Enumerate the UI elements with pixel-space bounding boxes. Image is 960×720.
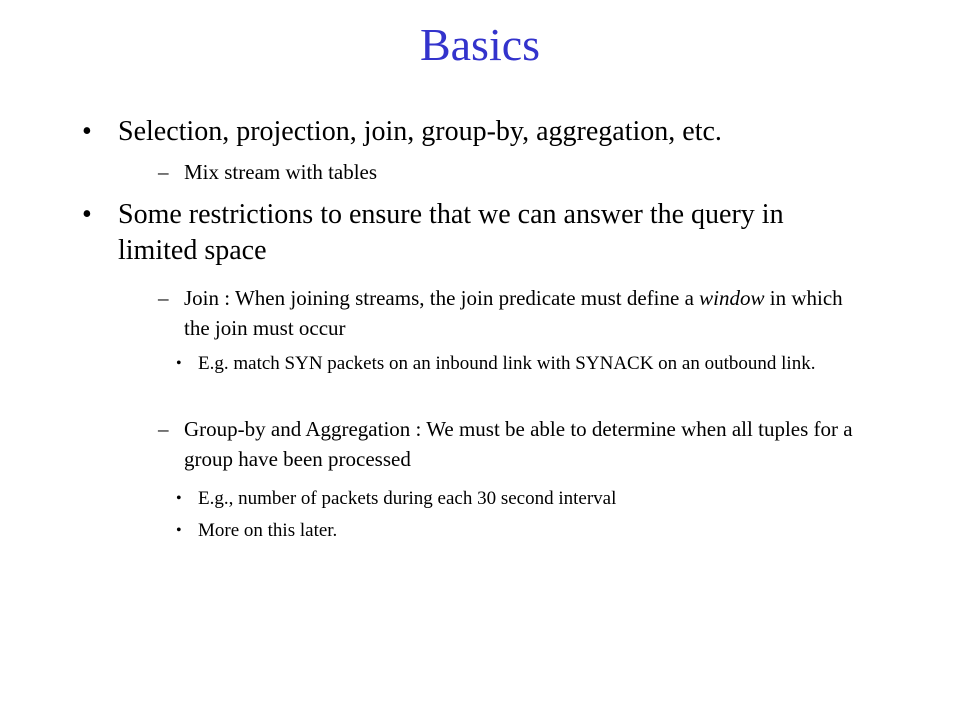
slide-title: Basics bbox=[419, 19, 541, 70]
sub-bullet-text: Group-by and Aggregation : We must be able to determine when all tuples for a group have been processed bbox=[184, 417, 853, 471]
bullet-restrictions bbox=[82, 197, 862, 269]
small-bullet-icon: • bbox=[176, 490, 182, 507]
sub-bullet-mix-stream bbox=[158, 157, 858, 187]
join-text-pre: Join : When joining streams, the join predicate must define a bbox=[184, 286, 700, 310]
sub-sub-bullet-syn bbox=[176, 350, 858, 377]
dash-icon: – bbox=[158, 286, 169, 310]
dash-icon: – bbox=[158, 417, 169, 441]
sub-sub-bullet-text: E.g., number of packets during each 30 second interval bbox=[198, 488, 617, 509]
sub-sub-bullet-more bbox=[176, 517, 858, 544]
sub-sub-bullet-text: More on this later. bbox=[198, 520, 338, 541]
join-text-post: in which the join must occur bbox=[184, 286, 843, 340]
sub-sub-bullet-packets bbox=[176, 485, 858, 512]
dash-icon: – bbox=[158, 160, 169, 184]
bullet-selection bbox=[82, 114, 862, 150]
sub-bullet-join bbox=[158, 283, 858, 343]
small-bullet-icon: • bbox=[176, 355, 182, 372]
sub-bullet-text: Mix stream with tables bbox=[184, 160, 378, 184]
bullet-text: Some restrictions to ensure that we can answer the query in limited space bbox=[118, 199, 784, 266]
sub-sub-bullet-text: E.g. match SYN packets on an inbound link with SYNACK on an outbound link. bbox=[198, 353, 816, 374]
bullet-icon: • bbox=[82, 199, 92, 230]
small-bullet-icon: • bbox=[176, 522, 182, 539]
sub-bullet-text bbox=[184, 283, 858, 343]
join-text-window: window bbox=[699, 286, 765, 310]
bullet-icon: • bbox=[82, 116, 92, 147]
sub-bullet-group-by bbox=[158, 414, 858, 474]
bullet-text: Selection, projection, join, group-by, aggregation, etc. bbox=[118, 116, 722, 147]
